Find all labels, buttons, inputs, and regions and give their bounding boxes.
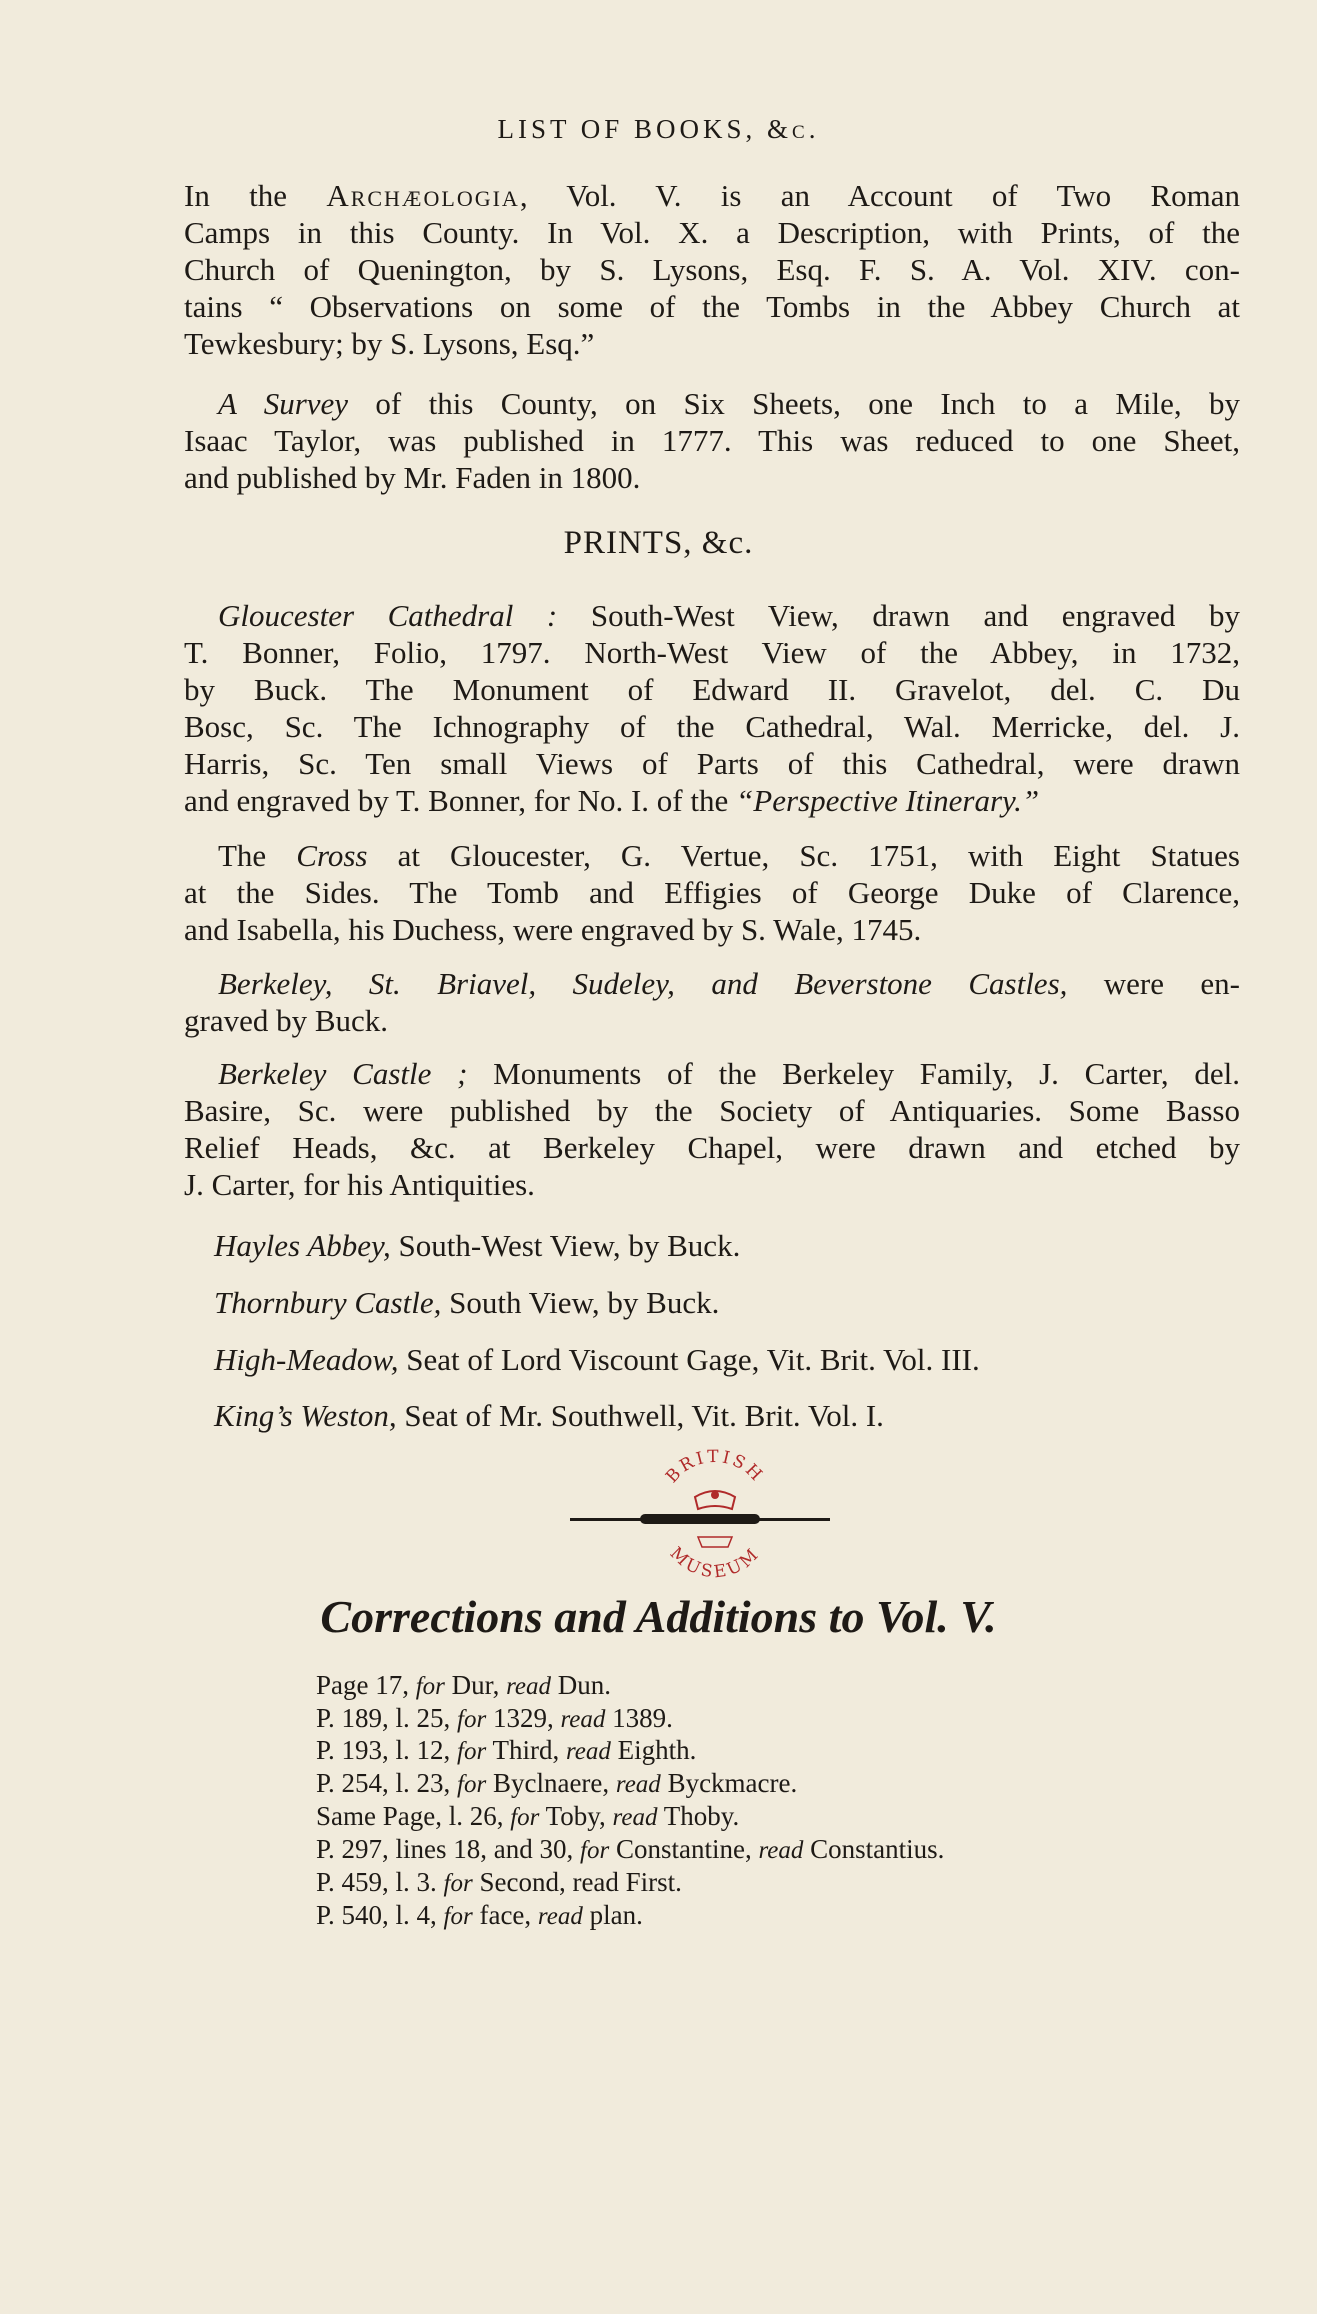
- list-item: Hayles Abbey, South-West View, by Buck.: [214, 1228, 741, 1263]
- list-item: King’s Weston, Seat of Mr. Southwell, Vit. Brit. Vol. I.: [214, 1398, 884, 1433]
- text-line: In the Archæologia, Vol. V. is an Account of Two Roman: [184, 178, 1240, 213]
- running-head: LIST OF BOOKS, &c.: [497, 114, 820, 144]
- gloucester-cathedral-paragraph: [184, 597, 1240, 819]
- berkeley-castle-paragraph: [184, 1055, 1240, 1203]
- correction-line: P. 297, lines 18, and 30, for Constantine, read Constantius.: [316, 1834, 945, 1864]
- text-line: Tewkesbury; by S. Lysons, Esq.”: [184, 326, 595, 361]
- correction-line: P. 459, l. 3. for Second, read First.: [316, 1867, 682, 1897]
- text-line: Church of Quenington, by S. Lysons, Esq. F. S. A. Vol. XIV. con-: [184, 252, 1240, 287]
- text-line: The Cross at Gloucester, G. Vertue, Sc. 1751, with Eight Statues: [218, 838, 1240, 873]
- text-line: Bosc, Sc. The Ichnography of the Cathedral, Wal. Merricke, del. J.: [184, 709, 1240, 744]
- text-line: Basire, Sc. were published by the Society of Antiquaries. Some Basso: [184, 1093, 1240, 1128]
- correction-line: Same Page, l. 26, for Toby, read Thoby.: [316, 1801, 740, 1831]
- text-line: Gloucester Cathedral : South-West View, drawn and engraved by: [218, 598, 1240, 633]
- stamp-bottom-text: MUSEUM: [665, 1543, 765, 1583]
- text-line: Camps in this County. In Vol. X. a Description, with Prints, of the: [184, 215, 1240, 250]
- correction-line: P. 254, l. 23, for Byclnaere, read Byckmacre.: [316, 1768, 798, 1798]
- correction-line: P. 540, l. 4, for face, read plan.: [316, 1900, 643, 1930]
- text-line: T. Bonner, Folio, 1797. North-West View of the Abbey, in 1732,: [184, 635, 1240, 670]
- text-line: A Survey of this County, on Six Sheets, one Inch to a Mile, by: [218, 386, 1240, 421]
- text-line: Berkeley Castle ; Monuments of the Berkeley Family, J. Carter, del.: [218, 1056, 1240, 1091]
- text-line: Harris, Sc. Ten small Views of Parts of this Cathedral, were drawn: [184, 746, 1240, 781]
- text-line: Relief Heads, &c. at Berkeley Chapel, were drawn and etched by: [184, 1130, 1240, 1165]
- prints-heading: PRINTS, &c.: [563, 525, 754, 561]
- list-item: High-Meadow, Seat of Lord Viscount Gage, Vit. Brit. Vol. III.: [214, 1342, 980, 1377]
- survey-paragraph: [184, 385, 1240, 496]
- correction-line: Page 17, for Dur, read Dun.: [316, 1670, 611, 1700]
- castles-paragraph: [184, 965, 1240, 1039]
- text-line: graved by Buck.: [184, 1003, 389, 1038]
- archaeologia-paragraph: [184, 177, 1240, 362]
- library-stamp-icon: [640, 1437, 790, 1587]
- text-line: by Buck. The Monument of Edward II. Gravelot, del. C. Du: [184, 672, 1240, 707]
- corrections-title: Corrections and Additions to Vol. V.: [320, 1591, 997, 1642]
- correction-line: P. 193, l. 12, for Third, read Eighth.: [316, 1735, 697, 1765]
- text-line: J. Carter, for his Antiquities.: [184, 1167, 535, 1202]
- list-item: Thornbury Castle, South View, by Buck.: [214, 1285, 720, 1320]
- correction-line: P. 189, l. 25, for 1329, read 1389.: [316, 1703, 673, 1733]
- text-line: and engraved by T. Bonner, for No. I. of the “Perspective Itinerary.”: [184, 783, 1040, 818]
- text-line: and published by Mr. Faden in 1800.: [184, 460, 641, 495]
- text-line: Berkeley, St. Briavel, Sudeley, and Beverstone Castles, were en-: [218, 966, 1240, 1001]
- text-line: at the Sides. The Tomb and Effigies of George Duke of Clarence,: [184, 875, 1240, 910]
- text-line: Isaac Taylor, was published in 1777. This was reduced to one Sheet,: [184, 423, 1240, 458]
- text-line: and Isabella, his Duchess, were engraved by S. Wale, 1745.: [184, 912, 922, 947]
- stamp-top-text: BRITISH: [662, 1446, 768, 1488]
- cross-paragraph: [184, 837, 1240, 948]
- text-line: tains “ Observations on some of the Tombs in the Abbey Church at: [184, 289, 1240, 324]
